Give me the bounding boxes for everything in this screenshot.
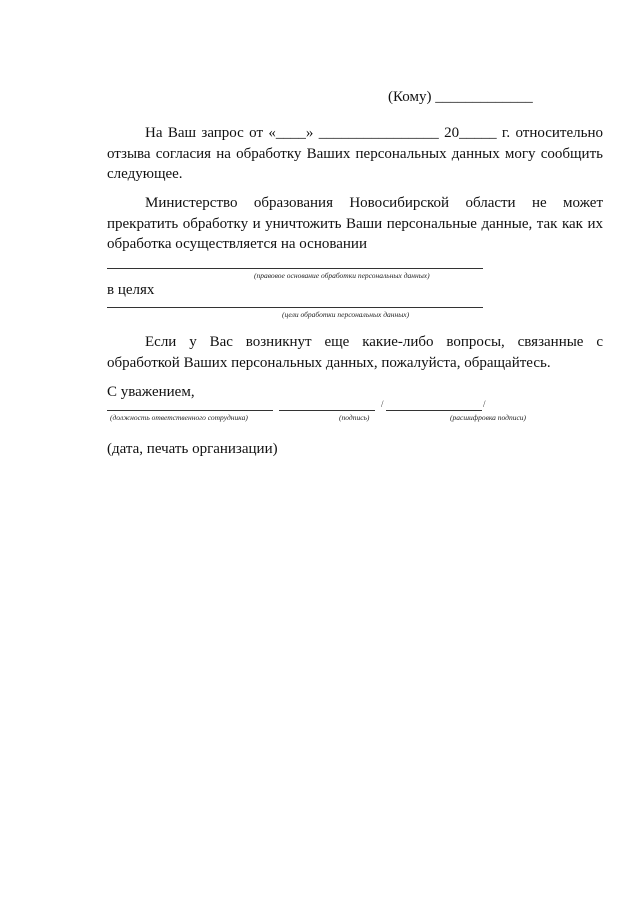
decoding-caption: (расшифровка подписи) bbox=[450, 413, 527, 422]
date-seal-text: (дата, печать организации) bbox=[107, 441, 278, 457]
legal-basis-caption: (правовое основание обработки персональных данных) bbox=[254, 271, 430, 280]
recipient-line: (Кому) _____________ bbox=[388, 89, 533, 105]
slash-left: / bbox=[381, 399, 384, 409]
ministry-paragraph: Министерство образования Новосибирской области не может прекратить обработку и уничтожить Ваши персональные данные, так как их обработка осуществляется на основании bbox=[107, 195, 603, 252]
purpose-blank-line bbox=[107, 307, 483, 308]
slash-right: / bbox=[483, 399, 486, 409]
legal-basis-blank-line bbox=[107, 268, 483, 269]
questions-paragraph: Если у Вас возникнут еще какие-либо вопросы, связанные с обработкой Ваших персональных данных, пожалуйста, обращайтесь. bbox=[107, 334, 603, 371]
request-paragraph: На Ваш запрос от «____» ________________ 20_____ г. относительно отзыва согласия на обработку Ваших персональных данных могу сообщить следующее. bbox=[107, 125, 603, 182]
position-blank-line bbox=[107, 410, 273, 411]
purpose-caption: (цели обработки персональных данных) bbox=[282, 310, 410, 319]
signature-blank-line bbox=[279, 410, 375, 411]
regards-text: С уважением, bbox=[107, 384, 195, 400]
purpose-label: в целях bbox=[107, 282, 155, 298]
position-caption: (должность ответственного сотрудника) bbox=[110, 413, 248, 422]
decoding-blank-line bbox=[386, 410, 482, 411]
signature-caption: (подпись) bbox=[339, 413, 370, 422]
